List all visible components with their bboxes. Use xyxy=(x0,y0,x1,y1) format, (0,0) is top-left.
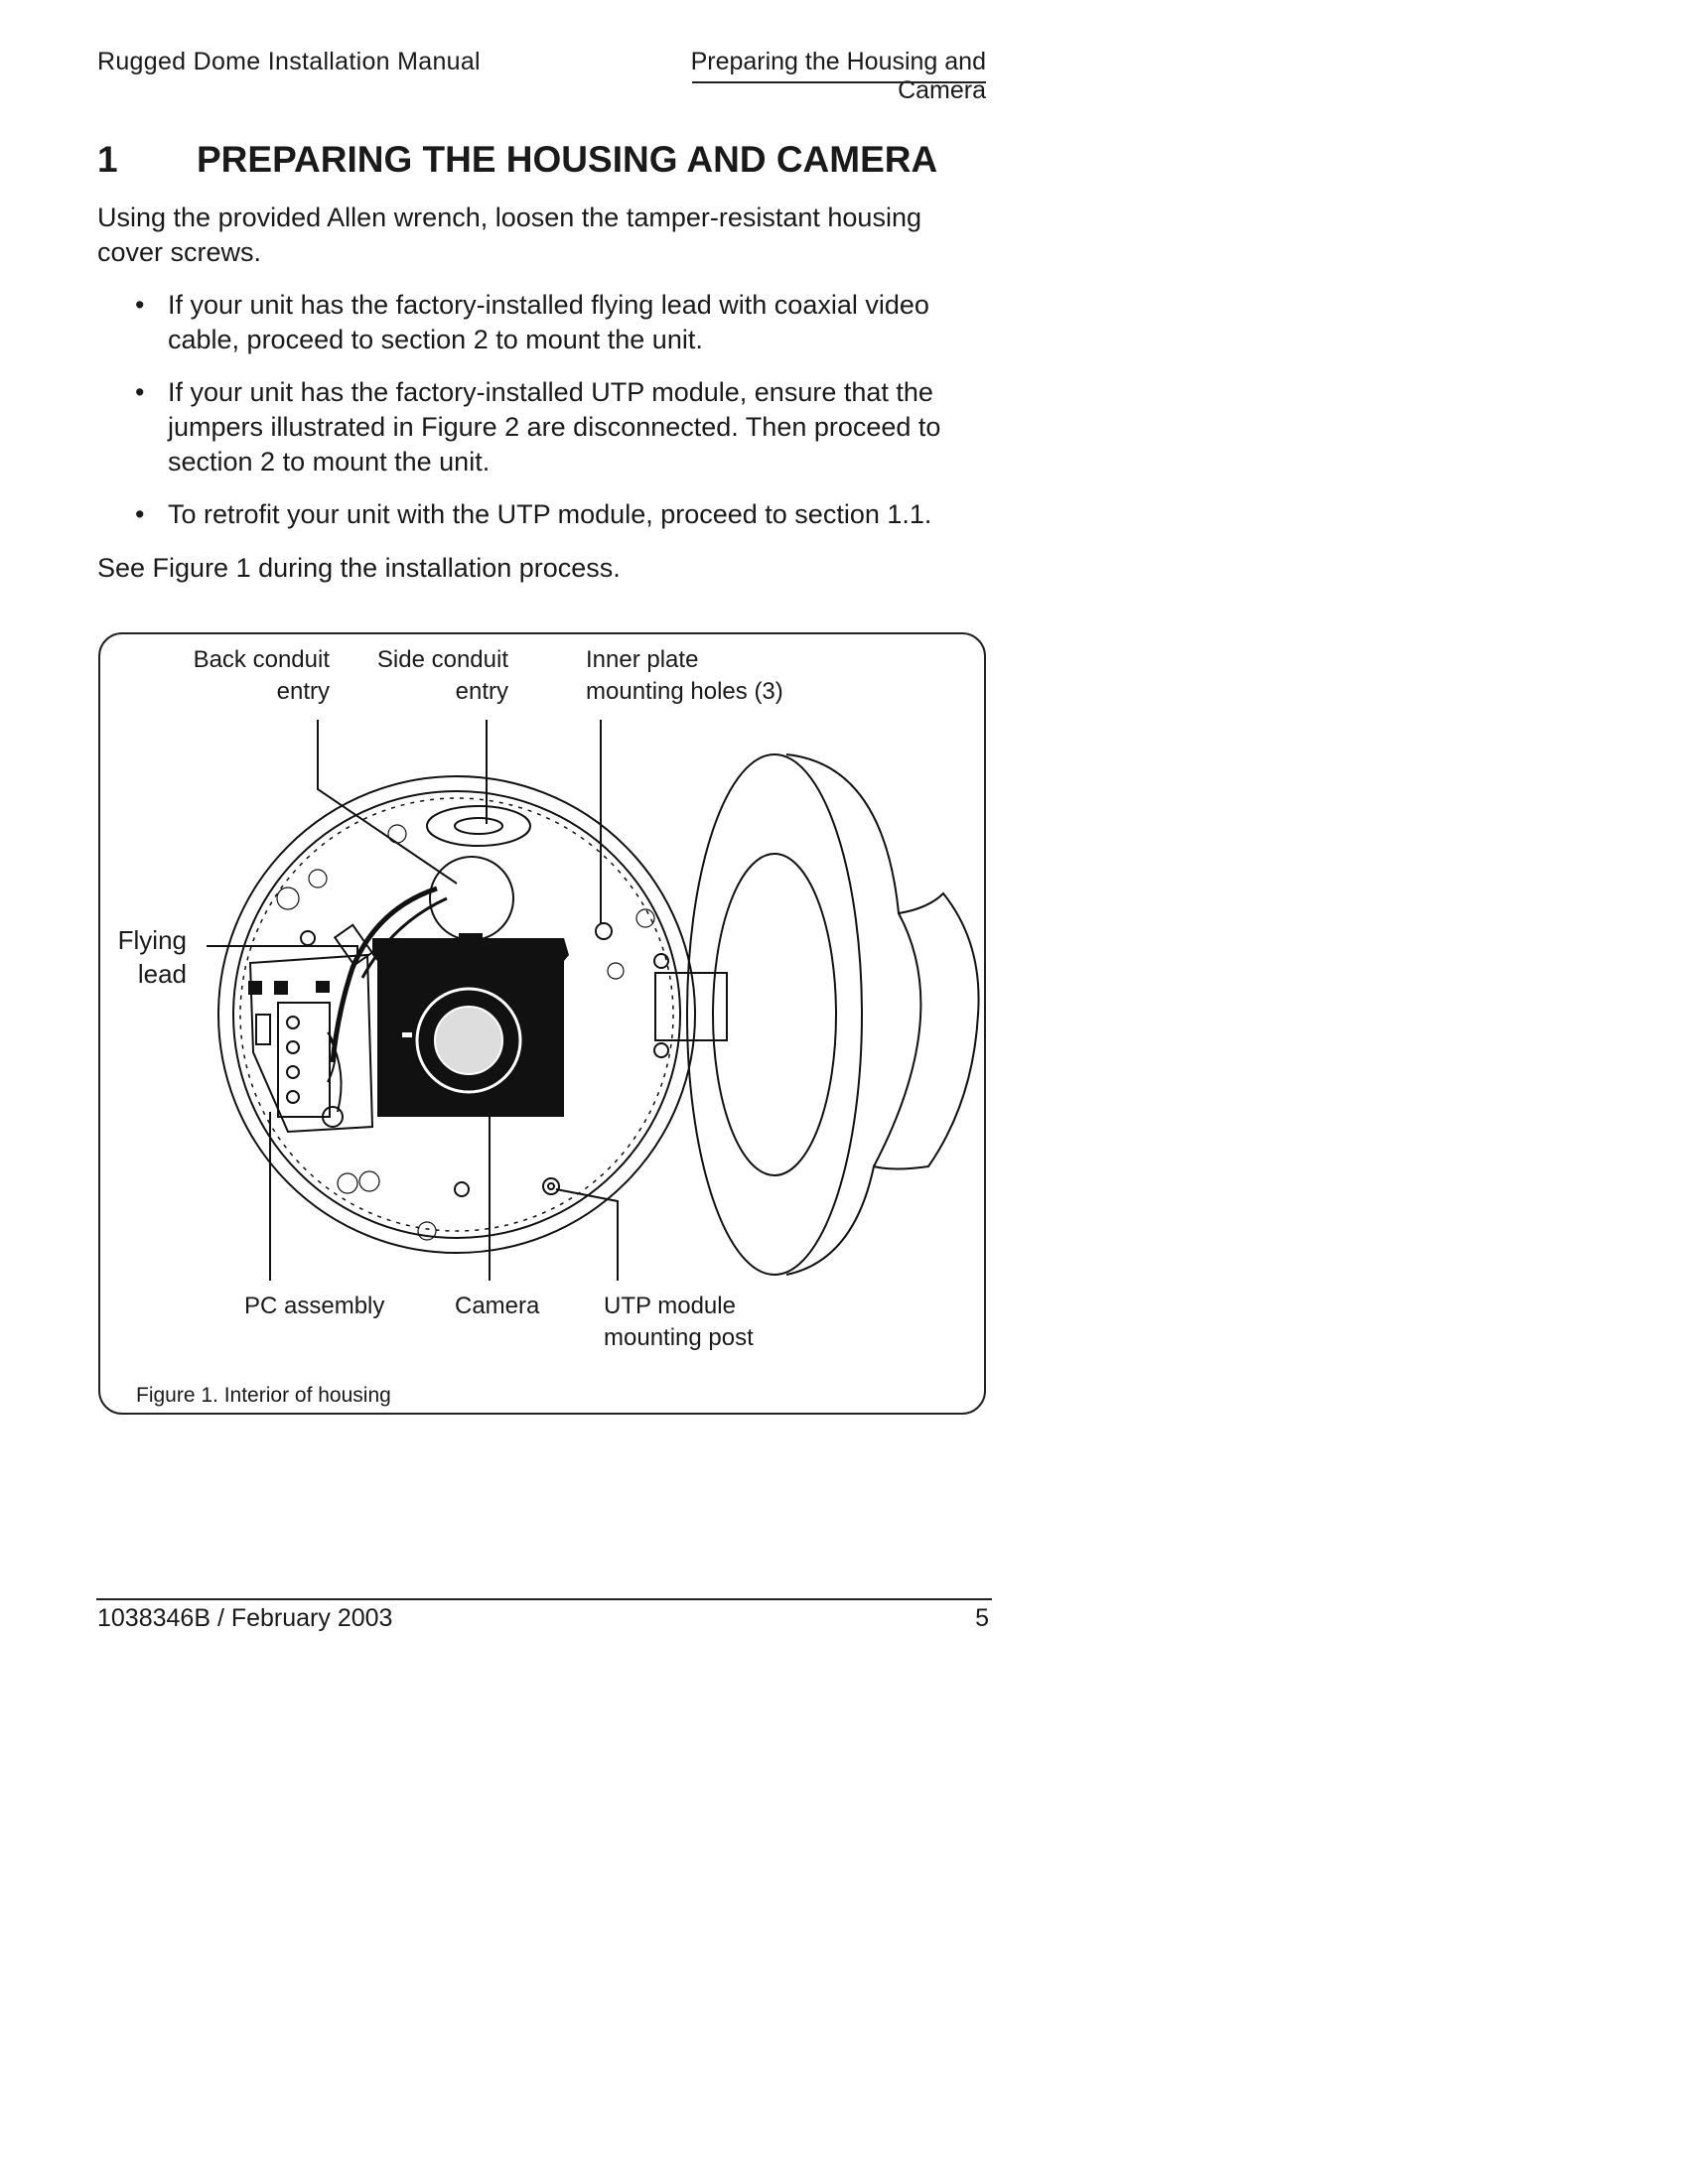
pc-button-icon xyxy=(274,981,288,995)
running-header-section: Preparing the Housing and Camera xyxy=(690,48,986,104)
hinge-screw-icon xyxy=(654,1043,668,1057)
footer-page-number: 5 xyxy=(975,1604,989,1632)
pc-dip-switch xyxy=(316,981,330,993)
label-side-conduit: Side conduit entry xyxy=(376,646,508,705)
pc-button-icon xyxy=(248,981,262,995)
pc-terminal-screw-icon xyxy=(287,1091,299,1103)
pc-terminal-block xyxy=(278,1003,330,1117)
dome-cover-shell xyxy=(786,754,979,1275)
running-header-title: Rugged Dome Installation Manual xyxy=(97,48,481,75)
hinge-screw-icon xyxy=(654,954,668,968)
camera-indicator xyxy=(402,1032,412,1037)
inner-plate-hole-icon xyxy=(596,923,612,939)
list-item: • To retrofit your unit with the UTP module, proceed to section 1.1. xyxy=(135,497,989,532)
screw-icon xyxy=(636,909,654,927)
camera-lens-icon xyxy=(435,1007,502,1074)
section-number: 1 xyxy=(97,139,118,180)
figure-caption: Figure 1. Interior of housing xyxy=(136,1384,391,1407)
pc-terminal-screw-icon xyxy=(287,1017,299,1028)
screw-icon xyxy=(418,1222,436,1240)
label-pc-assembly: PC assembly xyxy=(244,1293,385,1319)
dome-bubble-edge xyxy=(874,913,920,1166)
screw-icon xyxy=(359,1171,379,1191)
screw-icon xyxy=(608,963,624,979)
screw-icon xyxy=(309,870,327,887)
camera-mount-stem xyxy=(459,933,483,963)
side-conduit-ring xyxy=(427,806,530,846)
footer-doc-id: 1038346B / February 2003 xyxy=(97,1604,393,1632)
label-camera: Camera xyxy=(455,1293,540,1319)
screw-icon xyxy=(388,825,406,843)
inner-plate-hole-icon xyxy=(301,931,315,945)
inner-plate-hole-icon xyxy=(455,1182,469,1196)
pc-component xyxy=(256,1015,270,1044)
screw-icon xyxy=(277,887,299,909)
leader-utp-post xyxy=(556,1189,618,1281)
utp-mounting-post-icon xyxy=(543,1178,559,1194)
label-back-conduit: Back conduit entry xyxy=(193,646,330,705)
list-item: • If your unit has the factory-installed UTP module, ensure that the jumpers illustrated in Figure 2 are disconnected. Then proceed to section 2 to mount the unit. xyxy=(135,375,989,479)
label-utp-mounting-post: UTP module mounting post xyxy=(604,1293,754,1351)
pc-terminal-screw-icon xyxy=(287,1066,299,1078)
side-conduit-hole xyxy=(455,818,502,834)
intro-paragraph: Using the provided Allen wrench, loosen the tamper-resistant housing cover screws. xyxy=(97,203,921,267)
list-item: • If your unit has the factory-installed flying lead with coaxial video cable, proceed to section 2 to mount the unit. xyxy=(135,288,989,357)
screw-icon xyxy=(338,1173,357,1193)
label-flying-lead: Flying lead xyxy=(117,925,187,989)
see-figure-paragraph: See Figure 1 during the installation process. xyxy=(97,553,621,583)
label-inner-plate-holes: Inner plate mounting holes (3) xyxy=(586,646,783,705)
section-title: PREPARING THE HOUSING AND CAMERA xyxy=(197,139,938,180)
utp-mounting-post-center xyxy=(548,1183,554,1189)
back-conduit-disc xyxy=(430,857,513,940)
hinge-block xyxy=(655,973,727,1040)
footer-rule xyxy=(96,1598,992,1600)
pc-terminal-screw-icon xyxy=(287,1041,299,1053)
dome-cover-window xyxy=(713,854,836,1175)
